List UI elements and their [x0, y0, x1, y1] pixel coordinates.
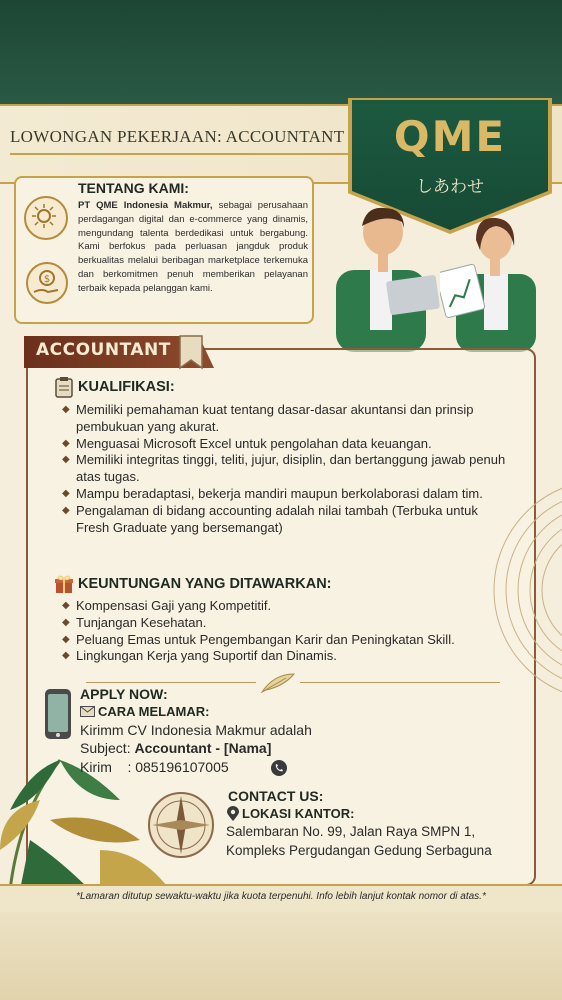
clipboard-icon — [54, 376, 74, 398]
qualification-item: ◆ Mampu beradaptasi, bekerja mandiri maupun berkolaborasi dalam tim. — [62, 486, 512, 503]
divider — [300, 682, 500, 683]
feather-icon — [260, 672, 296, 694]
address-line-1: Salembaran No. 99, Jalan Raya SMPN 1, — [226, 824, 476, 839]
apply-instruction: Kirimm CV Indonesia Makmur adalah — [80, 722, 312, 738]
subject-value: Accountant - [Nama] — [134, 740, 272, 756]
company-name: PT QME Indonesia Makmur, — [78, 200, 213, 211]
benefit-item: ◆ Tunjangan Kesehatan. — [62, 615, 522, 632]
apply-subject — [80, 740, 271, 756]
apply-kirim — [80, 759, 229, 775]
benefit-item: ◆ Lingkungan Kerja yang Suportif dan Dinamis. — [62, 648, 522, 665]
about-title: TENTANG KAMI: — [78, 180, 189, 196]
page-title: LOWONGAN PEKERJAAN: ACCOUNTANT — [10, 127, 345, 146]
divider — [86, 682, 256, 683]
woman-with-chart-illustration — [440, 210, 550, 352]
position-label: ACCOUNTANT — [36, 340, 171, 360]
phone-number[interactable]: : 085196107005 — [127, 759, 229, 775]
location-pin-icon — [227, 806, 239, 822]
lokasi-text: LOKASI KANTOR: — [242, 806, 355, 821]
contact-title: CONTACT US: — [228, 788, 324, 804]
benefit-item: ◆ Kompensasi Gaji yang Kompetitif. — [62, 598, 522, 615]
benefit-item: ◆ Peluang Emas untuk Pengembangan Karir dan Peningkatan Skill. — [62, 632, 522, 649]
money-hand-icon — [26, 262, 68, 304]
svg-text:$: $ — [43, 274, 51, 285]
address-line-2: Kompleks Pergudangan Gedung Serbaguna — [226, 843, 492, 858]
qualifications-list — [62, 402, 512, 536]
apply-title: APPLY NOW: — [80, 686, 168, 702]
benefits-list — [62, 598, 522, 665]
ribbon-icon — [176, 334, 206, 370]
cara-melamar-text: CARA MELAMAR: — [98, 704, 210, 719]
phone-icon — [44, 688, 72, 740]
about-text — [78, 199, 308, 296]
footer-note: *Lamaran ditutup sewaktu-waktu jika kuota terpenuhi. Info lebih lanjut kontak nomor di atas.* — [76, 891, 486, 902]
envelope-icon — [80, 705, 95, 718]
logo-subtext: しあわせ — [416, 177, 484, 197]
office-location-title — [242, 806, 354, 821]
benefits-title: KEUNTUNGAN YANG DITAWARKAN: — [78, 576, 332, 592]
qualification-item: ◆ Menguasai Microsoft Excel untuk pengolahan data keuangan. — [62, 436, 512, 453]
qualification-item: ◆ Memiliki pemahaman kuat tentang dasar-dasar akuntansi dan prinsip pembukuan yang akurat. — [62, 402, 512, 436]
qualification-item: ◆ Pengalaman di bidang accounting adalah nilai tambah (Terbuka untuk Fresh Graduate yang bersemangat) — [62, 503, 512, 537]
kirim-label: Kirim — [80, 759, 112, 775]
whatsapp-icon[interactable] — [270, 759, 288, 777]
cara-melamar-title — [98, 704, 209, 719]
title-underline — [10, 153, 350, 155]
man-with-laptop-illustration — [318, 200, 448, 352]
subject-prefix: Subject: — [80, 740, 135, 756]
gift-icon — [54, 574, 74, 594]
compass-icon — [146, 790, 216, 860]
network-icon — [24, 196, 68, 240]
top-band — [0, 0, 562, 108]
qualifications-title: KUALIFIKASI: — [78, 379, 175, 395]
qualification-item: ◆ Memiliki integritas tinggi, teliti, jujur, disiplin, dan bertanggung jawab penuh atas tugas. — [62, 452, 512, 486]
company-logo: QME — [393, 112, 507, 161]
decorative-arcs — [484, 470, 562, 710]
bottom-band — [0, 912, 562, 1000]
about-description: sebagai perusahaan perdagangan digital dan e-commerce yang dinamis, mengundang talenta berdedikasi untuk bergabung. Kami berfokus pada perluasan jangduk produk berkualitas melalui beribagan marketplace terkemuka dan berkomitmen penuh memberikan pelayanan terbaik kepada pelanggan kami. — [78, 200, 308, 294]
